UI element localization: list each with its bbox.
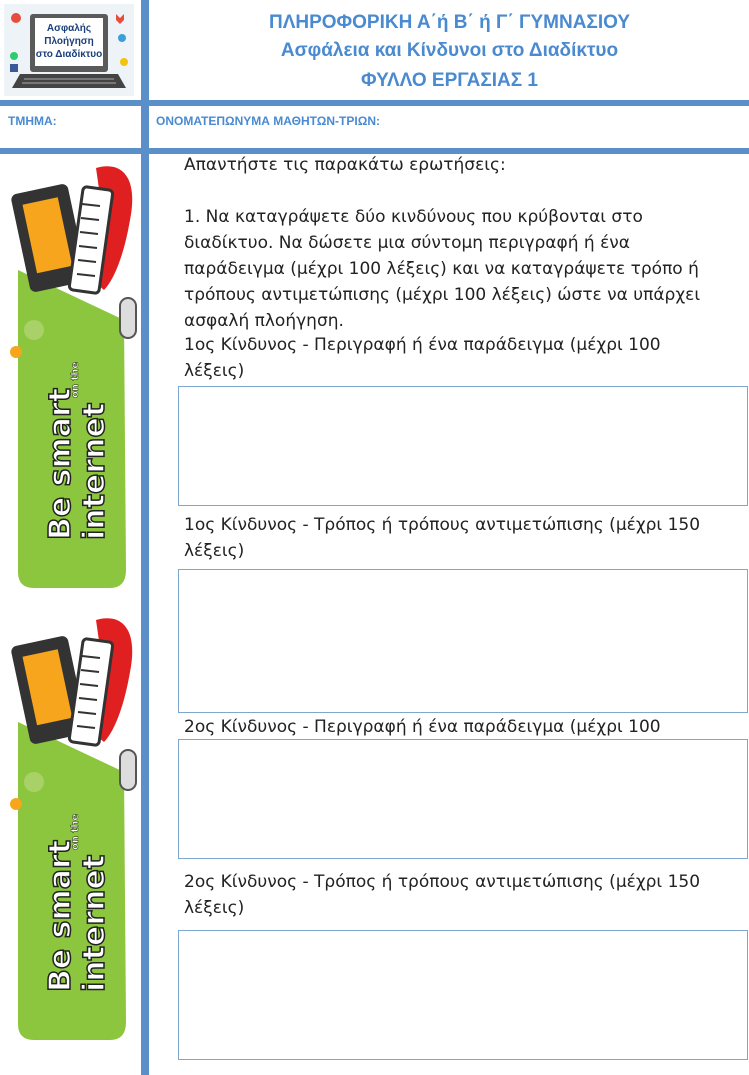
question-1-line: τρόπους αντιμετώπισης (μέχρι 100 λέξεις) ώστε να υπάρχει <box>184 285 701 305</box>
badge-text-be-smart: Be smart <box>43 839 78 992</box>
worksheet-title: ΦΥΛΛΟ ΕΡΓΑΣΙΑΣ 1 <box>361 70 538 91</box>
be-smart-badge <box>4 612 138 1052</box>
instructions-intro: Απαντήστε τις παρακάτω ερωτήσεις: <box>184 155 506 175</box>
topic-title: Ασφάλεια και Κίνδυνοι στο Διαδίκτυο <box>280 40 619 61</box>
prompt-danger2-description <box>184 714 724 740</box>
logo-line3: στο Διαδίκτυο <box>35 49 103 60</box>
prompt-line: λέξεις) <box>184 541 245 561</box>
question-1-line: διαδίκτυο. Να δώσετε μια σύντομη περιγραφή ή ένα <box>184 233 630 253</box>
prompt-line: λέξεις) <box>184 361 245 381</box>
be-smart-badge <box>4 160 138 600</box>
badge-text-be-smart: Be smart <box>43 387 78 540</box>
badge-text-on-the: on the <box>70 813 81 850</box>
class-field-label: ΤΜΗΜΑ: <box>8 114 57 128</box>
prompt-line: 1ος Κίνδυνος - Περιγραφή ή ένα παράδειγμα (μέχρι 100 <box>184 335 661 355</box>
badge-text-on-the: on the <box>70 361 81 398</box>
answer-box-danger2-description[interactable] <box>178 739 748 859</box>
course-title: ΠΛΗΡΟΦΟΡΙΚΗ Α΄ή Β΄ ή Γ΄ ΓΥΜΝΑΣΙΟΥ <box>268 12 631 33</box>
question-1-line: 1. Να καταγράψετε δύο κινδύνους που κρύβονται στο <box>184 207 643 227</box>
logo-line2: Πλοήγηση <box>44 36 94 47</box>
badge-text-internet: internet <box>77 854 112 992</box>
prompt-line: λέξεις) <box>184 898 245 918</box>
students-names-label: ΟΝΟΜΑΤΕΠΩΝΥΜΑ ΜΑΘΗΤΩΝ-ΤΡΙΩΝ: <box>156 114 380 128</box>
prompt-line: 2ος Κίνδυνος - Τρόπος ή τρόπους αντιμετώπισης (μέχρι 150 <box>184 872 701 892</box>
safe-browsing-logo <box>4 4 134 96</box>
prompt-danger2-handling <box>184 869 724 921</box>
prompt-line: 2ος Κίνδυνος - Περιγραφή ή ένα παράδειγμα (μέχρι 100 <box>184 717 661 737</box>
answer-box-danger2-handling[interactable] <box>178 930 748 1060</box>
answer-box-danger1-handling[interactable] <box>178 569 748 713</box>
question-1 <box>184 204 724 334</box>
badge-text-internet: internet <box>77 402 112 540</box>
logo-line1: Ασφαλής <box>46 23 92 34</box>
prompt-danger1-handling <box>184 512 724 564</box>
question-1-line: παράδειγμα (μέχρι 100 λέξεις) και να καταγράψετε τρόπο ή <box>184 259 699 279</box>
question-1-line: ασφαλή πλοήγηση. <box>184 311 344 331</box>
prompt-line: 1ος Κίνδυνος - Τρόπος ή τρόπους αντιμετώπισης (μέχρι 150 <box>184 515 701 535</box>
prompt-danger1-description <box>184 332 724 384</box>
header-divider <box>0 100 749 106</box>
answer-box-danger1-description[interactable] <box>178 386 748 506</box>
vertical-divider <box>141 0 149 1075</box>
